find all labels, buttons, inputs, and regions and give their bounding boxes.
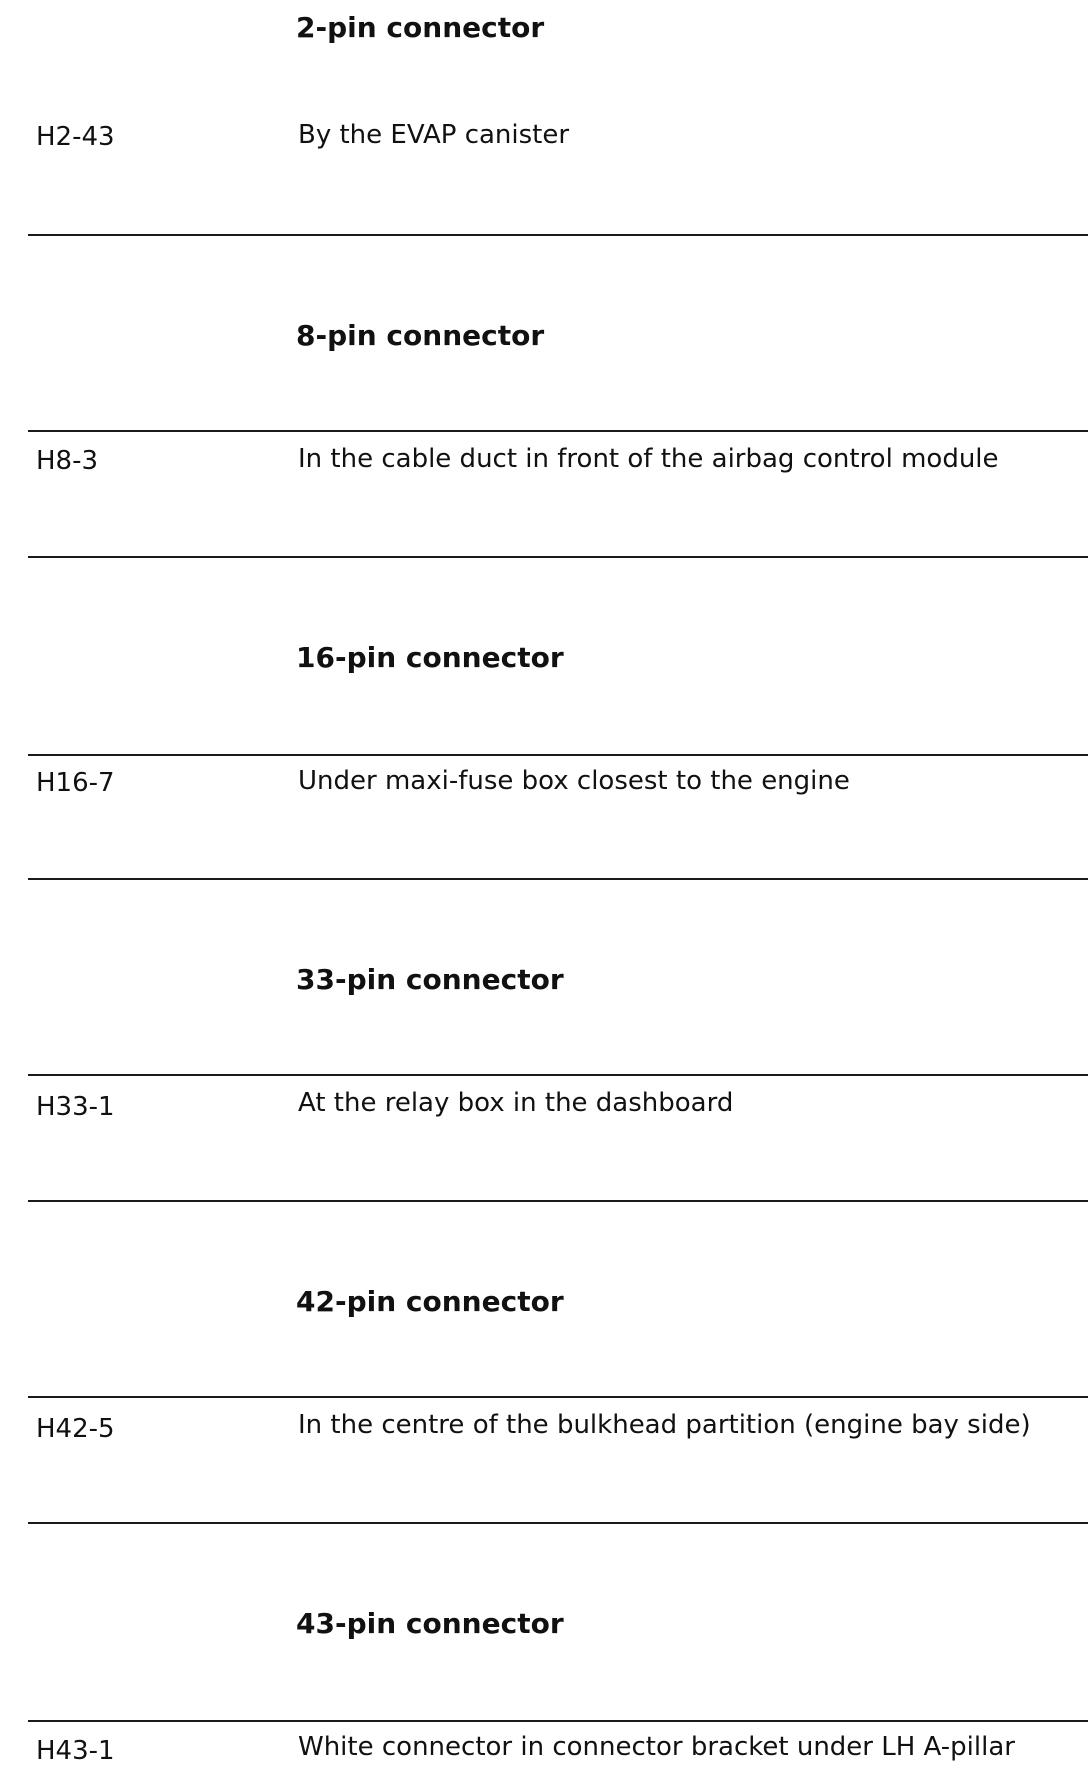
section-heading: 16-pin connector (296, 641, 564, 674)
connector-code: H2-43 (36, 122, 115, 152)
divider (28, 878, 1088, 880)
divider (28, 1200, 1088, 1202)
connector-location: In the cable duct in front of the airbag control module (298, 444, 999, 474)
section-heading: 43-pin connector (296, 1607, 564, 1640)
divider (28, 1522, 1088, 1524)
connector-code: H43-1 (36, 1736, 115, 1766)
section-heading: 2-pin connector (296, 11, 545, 44)
section-heading: 8-pin connector (296, 319, 545, 352)
divider (28, 1720, 1088, 1722)
connector-location: By the EVAP canister (298, 120, 570, 150)
connector-code: H42-5 (36, 1414, 115, 1444)
connector-location: In the centre of the bulkhead partition (engine bay side) (298, 1410, 1031, 1440)
section-heading: 33-pin connector (296, 963, 564, 996)
divider (28, 754, 1088, 756)
divider (28, 556, 1088, 558)
divider (28, 430, 1088, 432)
connector-location: Under maxi-fuse box closest to the engine (298, 766, 850, 796)
connector-code: H8-3 (36, 446, 99, 476)
divider (28, 234, 1088, 236)
connector-code: H33-1 (36, 1092, 115, 1122)
connector-location: At the relay box in the dashboard (298, 1088, 734, 1118)
connector-code: H16-7 (36, 768, 115, 798)
divider (28, 1396, 1088, 1398)
connector-location: White connector in connector bracket under LH A-pillar (298, 1732, 1015, 1762)
divider (28, 1074, 1088, 1076)
section-heading: 42-pin connector (296, 1285, 564, 1318)
